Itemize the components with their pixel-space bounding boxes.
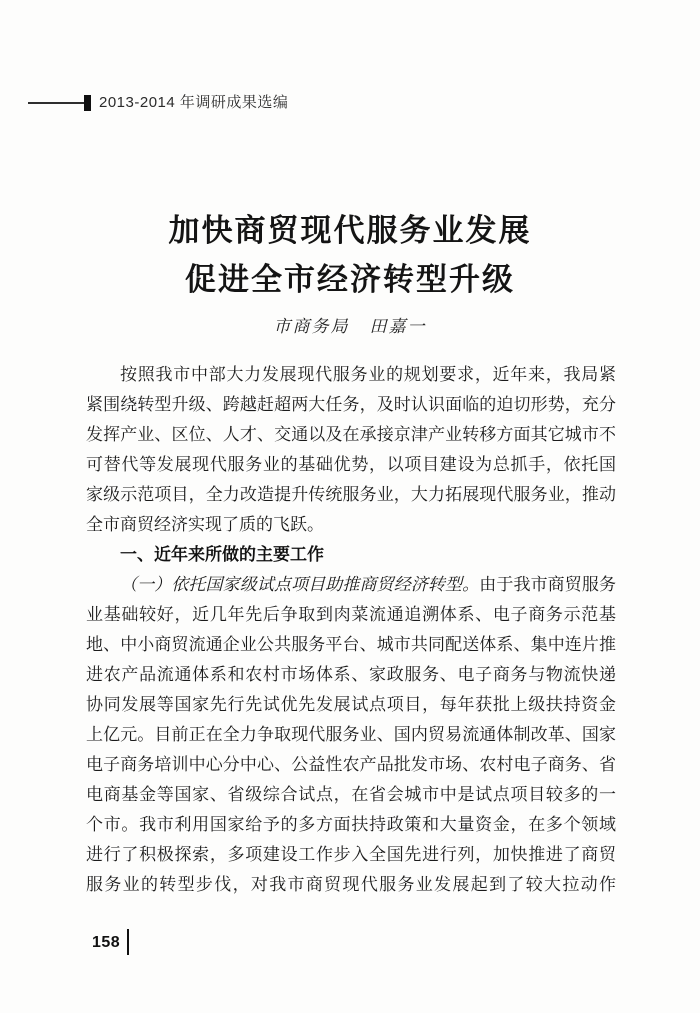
- body-line: 进农产品流通体系和农村市场体系、家政服务、电子商务与物流快递: [86, 665, 616, 684]
- body-line: 进行了积极探索，多项建设工作步入全国先进行列，加快推进了商贸: [86, 845, 616, 864]
- body-line-segment: 由于我市商贸服务: [479, 575, 616, 594]
- body-line: 可替代等发展现代服务业的基础优势，以项目建设为总抓手，依托国: [86, 455, 616, 474]
- body-line: 业基础较好，近几年先后争取到肉菜流通追溯体系、电子商务示范基: [86, 605, 616, 624]
- body-line: [86, 570, 616, 600]
- body-line: 发挥产业、区位、人才、交通以及在承接京津产业转移方面其它城市不: [86, 425, 616, 444]
- running-head-text: 2013-2014 年调研成果选编: [99, 94, 289, 111]
- body-line: 全市商贸经济实现了质的飞跃。: [86, 515, 324, 534]
- running-head: [0, 0, 700, 130]
- body-line: 电商基金等国家、省级综合试点，在省会城市中是试点项目较多的一: [86, 785, 616, 804]
- body-line: 按照我市中部大力发展现代服务业的规划要求，近年来，我局紧: [120, 365, 616, 384]
- body-line: 紧围绕转型升级、跨越赶超两大任务，及时认识面临的迫切形势，充分: [86, 395, 616, 414]
- body-line: 上亿元。目前正在全力争取现代服务业、国内贸易流通体制改革、国家: [86, 725, 616, 744]
- page-number-divider: [127, 929, 129, 955]
- body-line: 家级示范项目，全力改造提升传统服务业，大力拓展现代服务业，推动: [86, 485, 616, 504]
- section-heading: 一、近年来所做的主要工作: [120, 545, 324, 564]
- article-title-line1: 加快商贸现代服务业发展: [168, 213, 532, 248]
- body-line: 个市。我市利用国家给予的多方面扶持政策和大量资金，在多个领域: [86, 815, 616, 834]
- subsection-lead-kaiti: （一）依托国家级试点项目助推商贸经济转型。: [120, 575, 480, 594]
- body-line: 地、中小商贸流通企业公共服务平台、城市共同配送体系、集中连片推: [86, 635, 616, 654]
- body-line: 服务业的转型步伐，对我市商贸现代服务业发展起到了较大拉动作: [86, 875, 616, 894]
- body-line: 电子商务培训中心分中心、公益性农产品批发市场、农村电子商务、省: [86, 755, 616, 774]
- header-rule-line: [28, 102, 84, 104]
- byline-author: 田嘉一: [369, 317, 427, 336]
- article-title-line2: 促进全市经济转型升级: [185, 262, 515, 297]
- article-body: [86, 360, 616, 900]
- page-number: 158: [92, 934, 121, 951]
- article-title: [0, 206, 700, 304]
- body-line: 协同发展等国家先行先试优先发展试点项目，每年获批上级扶持资金: [86, 695, 616, 714]
- byline-org: 市商务局: [273, 317, 350, 336]
- header-marker-bar: [84, 95, 91, 111]
- byline: [0, 315, 700, 339]
